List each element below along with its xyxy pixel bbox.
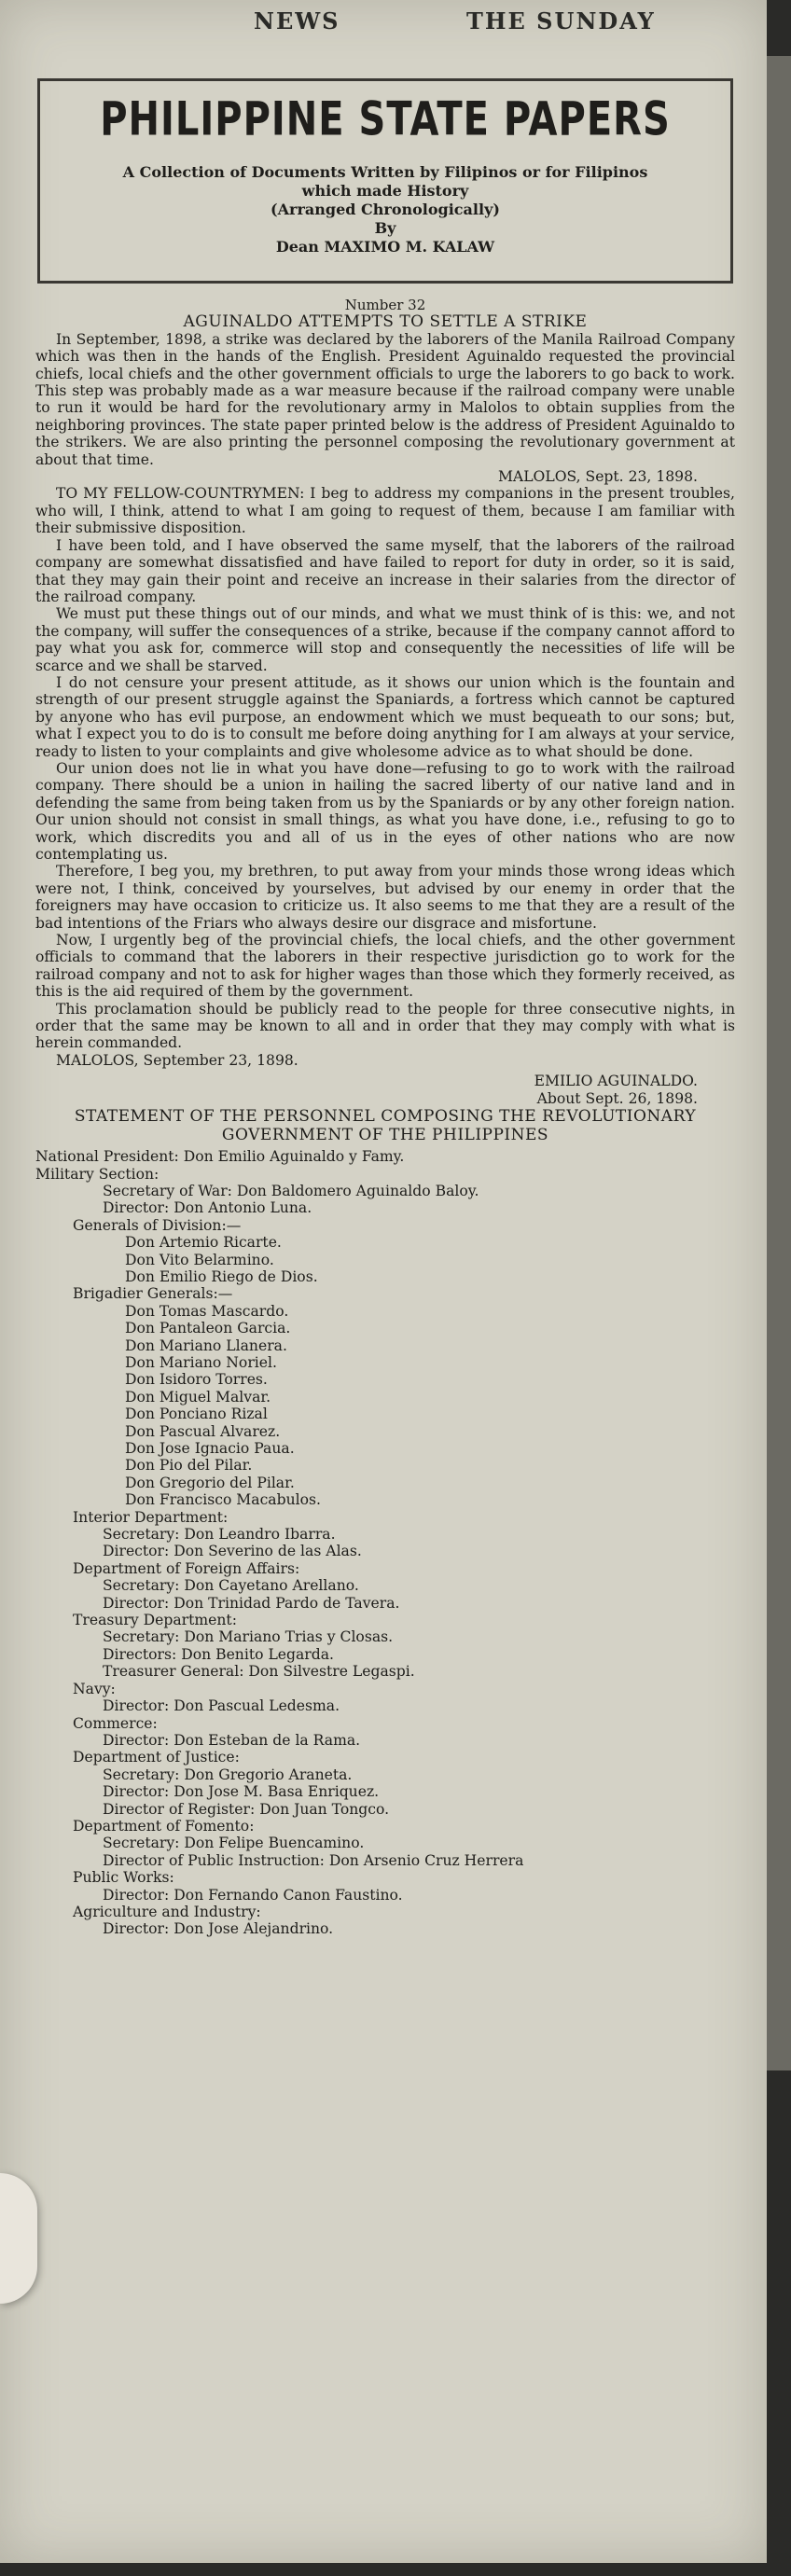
personnel-line: Don Artemio Ricarte.: [125, 1234, 282, 1252]
signature: EMILIO AGUINALDO.: [534, 1073, 698, 1090]
personnel-line: Interior Department:: [73, 1508, 229, 1526]
personnel-line: Commerce:: [73, 1714, 158, 1732]
personnel-line: Directors: Don Benito Legarda.: [103, 1645, 335, 1663]
subtitle-line-3: (Arranged Chronologically): [271, 201, 500, 218]
paragraph-5: Our union does not lie in what you have done—refusing to go to work with the railroad company. There should be a union in hailing the sacred liberty of our native land and in defending the same from being taken from us by the Spaniards or by any other foreign nation. Our union should not consist in small things, as what you have done, i.e., refusing to go to work, which discredits you and all of us in the eyes of other nations who are now contemplating us.: [35, 759, 735, 863]
subtitle: [49, 163, 721, 256]
personnel-line: Don Vito Belarmino.: [125, 1251, 274, 1268]
personnel-line: Director of Register: Don Juan Tongco.: [103, 1800, 390, 1818]
personnel-line: Treasury Department:: [73, 1612, 237, 1629]
paragraph-8: This proclamation should be publicly read to the people for three consecutive nights, in order that the same may be known to all and in order that they may comply with what is herein commanded.: [35, 1000, 735, 1052]
paragraph-4: I do not censure your present attitude, as it shows our union which is the fountain and strength of our present struggle against the Spaniards, a fortress which cannot be captured by anyone who has evil purpose, an endowment which we must bequeath to our sons; but, what I expect you to do is to consult me before doing anything for I am always at your service, ready to listen to your complaints and give wholesome advice as to what should be done.: [35, 673, 735, 760]
personnel-line: Don Francisco Macabulos.: [125, 1491, 321, 1509]
personnel-line: Generals of Division:—: [73, 1216, 242, 1234]
paragraph-3: We must put these things out of our minds, and what we must think of is this: we, and not the company, will suffer the consequences of a strike, because if the company cannot afford to pay what you ask for, commerce will stop and consequently the necessities of life will be scarce and we shall be starved.: [35, 605, 735, 674]
article-headline: AGUINALDO ATTEMPTS TO SETTLE A STRIKE: [183, 312, 588, 332]
paragraph-6: Therefore, I beg you, my brethren, to put away from your minds those wrong ideas which were not, I think, conceived by yourselves, but advised by our enemy in order that the foreigners may have occasion to criticize us. It also seems to me that they are a result of the bad intentions of the Friars who always desire our disgrace and misfortune.: [35, 863, 735, 932]
personnel-line: Don Gregorio del Pilar.: [125, 1474, 295, 1491]
personnel-line: Secretary: Don Cayetano Arellano.: [103, 1577, 359, 1595]
personnel-line: Treasurer General: Don Silvestre Legaspi.: [103, 1663, 415, 1681]
subtitle-line-4: By: [374, 219, 396, 237]
page-title: PHILIPPINE STATE PAPERS: [100, 92, 671, 146]
masthead: [0, 6, 767, 52]
personnel-line: Director: Don Jose Alejandrino.: [103, 1920, 334, 1938]
personnel-line: Director: Don Pascual Ledesma.: [103, 1697, 340, 1715]
personnel-line: Director: Don Antonio Luna.: [103, 1199, 312, 1217]
statement-heading: STATEMENT OF THE PERSONNEL COMPOSING THE REVOLUTIONARY GOVERNMENT OF THE PHILIPPINES: [74, 1107, 697, 1145]
closing-dateline: MALOLOS, September 23, 1898.: [56, 1051, 298, 1069]
paper-number: Number 32: [344, 297, 426, 313]
personnel-line: Don Isidoro Torres.: [125, 1371, 268, 1389]
personnel-line: Director: Don Jose M. Basa Enriquez.: [103, 1783, 380, 1801]
thumb-photo-artifact: [0, 2173, 37, 2304]
paragraph-1: TO MY FELLOW-COUNTRYMEN: I beg to address my companions in the present troubles, who will, I think, attend to what I am going to request of them, because I am familiar with their submissive disposition.: [35, 485, 735, 537]
personnel-line: Director: Don Trinidad Pardo de Tavera.: [103, 1594, 400, 1612]
personnel-line: Secretary: Don Gregorio Araneta.: [103, 1766, 353, 1783]
personnel-line: Don Emilio Riego de Dios.: [125, 1267, 318, 1285]
personnel-line: Director: Don Esteban de la Rama.: [103, 1731, 361, 1749]
personnel-line: Secretary: Don Felipe Buencamino.: [103, 1835, 365, 1852]
personnel-line: Department of Fomento:: [73, 1817, 255, 1835]
paragraph-2: I have been told, and I have observed the same myself, that the laborers of the railroad company are somewhat dissatisfied and have failed to report for duty in order, so it is said, that they may gain their point and receive an increase in their salaries from the director of the railroad company.: [35, 536, 735, 605]
personnel-line: Don Pantaleon Garcia.: [125, 1320, 291, 1337]
masthead-right: THE SUNDAY: [466, 7, 656, 35]
personnel-line: Don Pascual Alvarez.: [125, 1422, 281, 1440]
personnel-line: Don Ponciano Rizal: [125, 1406, 268, 1423]
personnel-line: Secretary: Don Mariano Trias y Closas.: [103, 1628, 394, 1646]
dateline: MALOLOS, Sept. 23, 1898.: [497, 468, 698, 486]
personnel-list: [35, 1148, 735, 1938]
personnel-line: Military Section:: [35, 1165, 160, 1183]
article-body: [35, 297, 735, 1938]
personnel-line: Director: Don Fernando Canon Faustino.: [103, 1886, 403, 1904]
personnel-line: Navy:: [73, 1680, 116, 1697]
masthead-left: NEWS: [254, 7, 340, 35]
subtitle-line-2: which made History: [301, 182, 469, 200]
personnel-line: Department of Foreign Affairs:: [73, 1559, 300, 1577]
statement-date: About Sept. 26, 1898.: [536, 1089, 698, 1107]
paragraph-7: Now, I urgently beg of the provincial chiefs, the local chiefs, and the other government officials to command that the laborers in their respective jurisdiction go to work for the railroad company and not to ask for higher wages than those which they formerly received, as this is the aid required of them by the government.: [35, 932, 735, 1001]
personnel-line: Public Works:: [73, 1869, 174, 1887]
personnel-line: Secretary of War: Don Baldomero Aguinaldo Baloy.: [103, 1182, 479, 1199]
personnel-line: Don Tomas Mascardo.: [125, 1302, 289, 1320]
personnel-line: Director of Public Instruction: Don Arsenio Cruz Herrera: [103, 1851, 524, 1869]
personnel-line: Don Miguel Malvar.: [125, 1388, 271, 1406]
personnel-line: Director: Don Severino de las Alas.: [103, 1543, 362, 1560]
personnel-line: Don Pio del Pilar.: [125, 1457, 253, 1475]
personnel-line: National President: Don Emilio Aguinaldo y Famy.: [35, 1148, 405, 1166]
personnel-line: Secretary: Don Leandro Ibarra.: [103, 1526, 336, 1544]
intro-paragraph: In September, 1898, a strike was declared by the laborers of the Manila Railroad Company which was then in the hands of the English. President Aguinaldo requested the provincial chiefs, local chiefs and the other government officials to urge the laborers to go back to work. This step was probably made as a war measure because if the railroad company were unable to run it would be hard for the revolutionary army in Malolos to obtain supplies from the neighboring provinces. The state paper printed below is the address of President Aguinaldo to the strikers. We are also printing the personnel composing the revolutionary government at about that time.: [35, 330, 735, 468]
personnel-line: Brigadier Generals:—: [73, 1285, 233, 1303]
adjacent-page-edge: [767, 56, 791, 2070]
personnel-line: Department of Justice:: [73, 1749, 240, 1766]
personnel-line: Don Jose Ignacio Paua.: [125, 1440, 295, 1457]
subtitle-line-1: A Collection of Documents Written by Filipinos or for Filipinos: [122, 163, 648, 181]
personnel-line: Don Mariano Noriel.: [125, 1353, 277, 1371]
personnel-line: Agriculture and Industry:: [73, 1903, 261, 1920]
author-line: Dean MAXIMO M. KALAW: [275, 238, 495, 256]
title-box: [37, 78, 733, 284]
personnel-line: Don Mariano Llanera.: [125, 1336, 287, 1354]
